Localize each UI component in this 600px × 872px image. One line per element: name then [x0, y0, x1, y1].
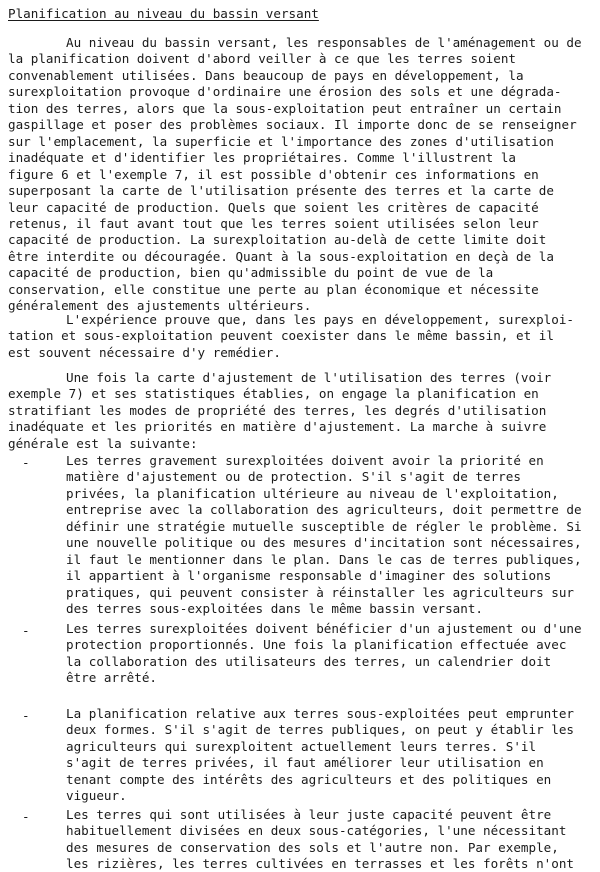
bullet-4-line: les rizières, les terres cultivées en terrasses et les forêts n'ont — [66, 856, 574, 872]
paragraph-1-line: leur capacité de production. Quels que soient les critères de capacité — [8, 199, 539, 215]
paragraph-1-line: être interdite ou découragée. Quant à la sous-exploitation en deçà de la — [8, 248, 554, 264]
paragraph-1-line: généralement des ajustements ultérieurs. — [8, 298, 312, 314]
paragraph-1-line: tion des terres, alors que la sous-exploitation peut entraîner un certain — [8, 100, 562, 116]
bullet-4-line: des mesures de conservation des sols et l'autre non. Par exemple, — [66, 839, 559, 855]
bullet-marker: - — [22, 623, 30, 638]
paragraph-3-line: inadéquate et les priorités en matière d'ajustement. La marche à suivre — [8, 419, 547, 435]
paragraph-1-line: la planification doivent d'abord veiller à ce que les terres soient — [8, 51, 516, 67]
section-heading: Planification au niveau du bassin versant — [8, 6, 319, 21]
paragraph-1-line: figure 6 et l'exemple 7, il est possible d'obtenir ces informations en — [8, 166, 539, 182]
bullet-2-line: la collaboration des utilisateurs des terres, un calendrier doit — [66, 653, 552, 669]
bullet-1-line: il appartient à l'organisme responsable d'imaginer des solutions — [66, 568, 552, 584]
bullet-3-line: La planification relative aux terres sous-exploitées peut emprunter — [66, 706, 574, 721]
paragraph-1-line: Au niveau du bassin versant, les responsables de l'aménagement ou de — [66, 35, 582, 50]
paragraph-2-line: est souvent nécessaire d'y remédier. — [8, 344, 281, 360]
paragraph-3-line: exemple 7) et ses statistiques établies, on engage la planification en — [8, 386, 539, 402]
bullet-3-line: deux formes. S'il s'agit de terres publiques, on peut y établir les — [66, 722, 574, 738]
bullet-1-line: des terres sous-exploitées dans le même bassin versant. — [66, 601, 484, 617]
paragraph-1-line: sur l'emplacement, la superficie et l'importance des zones d'utilisation — [8, 133, 554, 149]
bullet-1-line: Les terres gravement surexploitées doivent avoir la priorité en — [66, 453, 544, 468]
paragraph-1-line: superposant la carte de l'utilisation présente des terres et la carte de — [8, 183, 554, 199]
paragraph-3-line: générale est la suivante: — [8, 435, 198, 451]
paragraph-1-line: surexploitation provoque d'ordinaire une érosion des sols et une dégrada- — [8, 84, 562, 100]
paragraph-1-line: conservation, elle constitue une perte au plan économique et nécessite — [8, 281, 539, 297]
paragraph-3-line: stratifiant les modes de propriété des terres, les degrés d'utilisation — [8, 402, 547, 418]
bullet-marker: - — [22, 708, 30, 723]
bullet-4-line: Les terres qui sont utilisées à leur juste capacité peuvent être — [66, 807, 552, 822]
bullet-1-line: matière d'ajustement ou de protection. S'il s'agit de terres — [66, 469, 521, 485]
bullet-3-line: tenant compte des intérêts des agriculteurs et des politiques en — [66, 771, 552, 787]
bullet-1-line: une nouvelle politique ou des mesures d'incitation sont nécessaires, — [66, 535, 582, 551]
paragraph-1-line: capacité de production, bien qu'admissible du point de vue de la — [8, 265, 494, 281]
bullet-1-line: définir une stratégie mutuelle susceptible de régler le problème. Si — [66, 518, 582, 534]
bullet-1-line: pratiques, qui peuvent consister à réinstaller les agriculteurs sur — [66, 584, 574, 600]
paragraph-2-line: L'expérience prouve que, dans les pays en développement, surexploi- — [66, 312, 574, 327]
bullet-3-line: s'agit de terres privées, il faut améliorer leur utilisation en — [66, 755, 544, 771]
bullet-1-line: privées, la planification ultérieure au niveau de l'exploitation, — [66, 485, 559, 501]
bullet-1-line: entreprise avec la collaboration des agriculteurs, doit permettre de — [66, 502, 582, 518]
bullet-2-line: protection proportionnés. Une fois la planification effectuée avec — [66, 637, 567, 653]
bullet-3-line: vigueur. — [66, 788, 127, 804]
paragraph-1-line: inadéquate et d'identifier les propriétaires. Comme l'illustrent la — [8, 150, 516, 166]
bullet-marker: - — [22, 809, 30, 824]
paragraph-1-line: retenus, il faut avant tout que les terres soient utilisées selon leur — [8, 215, 539, 231]
bullet-2-line: Les terres surexploitées doivent bénéficier d'un ajustement ou d'une — [66, 621, 582, 636]
paragraph-1-line: gaspillage et poser des problèmes sociaux. Il importe donc de se renseigner — [8, 117, 577, 133]
bullet-1-line: il faut le mentionner dans le plan. Dans le cas de terres publiques, — [66, 551, 582, 567]
bullet-3-line: agriculteurs qui surexploitent actuellement leurs terres. S'il — [66, 738, 537, 754]
paragraph-1-line: capacité de production. La surexploitation au-delà de cette limite doit — [8, 232, 547, 248]
paragraph-3-line: Une fois la carte d'ajustement de l'utilisation des terres (voir — [66, 370, 552, 385]
bullet-2-line: être arrêté. — [66, 670, 157, 686]
paragraph-1-line: convenablement utilisées. Dans beaucoup de pays en développement, la — [8, 67, 524, 83]
bullet-4-line: habituellement divisées en deux sous-catégories, l'une nécessitant — [66, 823, 567, 839]
paragraph-2-line: tation et sous-exploitation peuvent coexister dans le même bassin, et il — [8, 328, 554, 344]
bullet-marker: - — [22, 455, 30, 470]
